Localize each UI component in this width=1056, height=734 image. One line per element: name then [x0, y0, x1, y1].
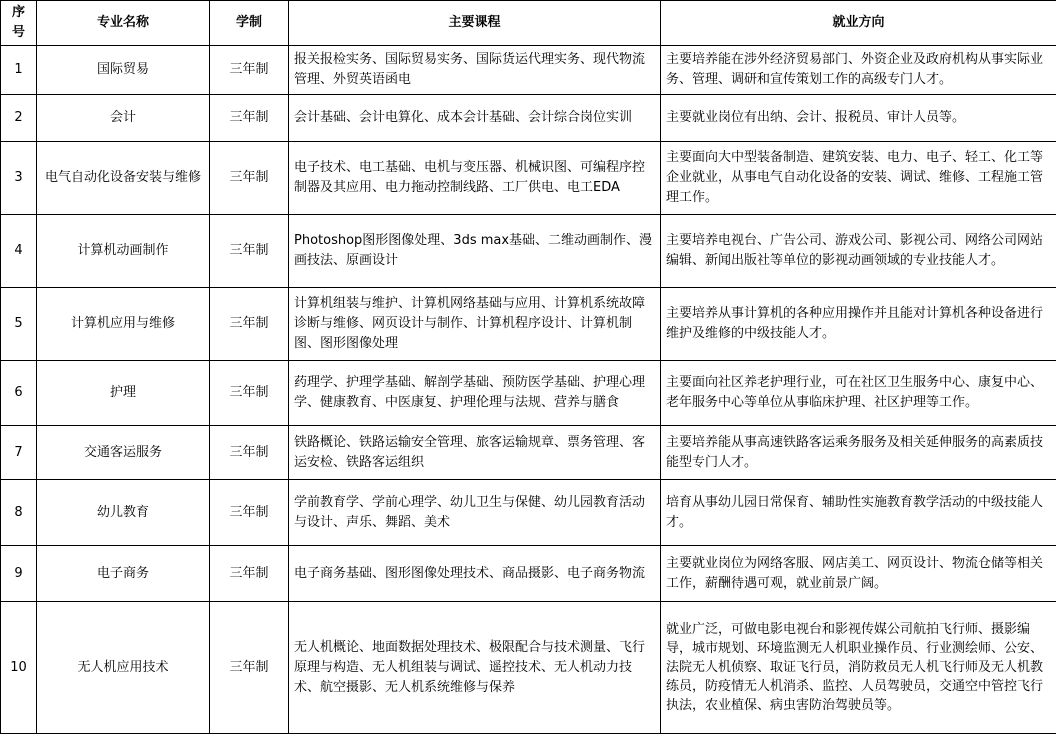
career-direction: 主要培养电视台、广告公司、游戏公司、影视公司、网络公司网站编辑、新闻出版社等单位的影视动画领域的专业技能人才。: [661, 215, 1056, 288]
header-courses: 主要课程: [289, 1, 661, 46]
major-name: 护理: [37, 361, 210, 426]
main-courses: 计算机组装与维护、计算机网络基础与应用、计算机系统故障诊断与维修、网页设计与制作、计算机程序设计、计算机制图、图形图像处理: [289, 288, 661, 361]
table-row: [1, 288, 1056, 361]
career-direction: 主要面向社区养老护理行业，可在社区卫生服务中心、康复中心、老年服务中心等单位从事临床护理、社区护理等工作。: [661, 361, 1056, 426]
main-courses: 会计基础、会计电算化、成本会计基础、会计综合岗位实训: [289, 95, 661, 142]
career-direction: 就业广泛，可做电影电视台和影视传媒公司航拍飞行师、摄影编导，城市规划、环境监测无人机职业操作员、行业测绘师、公安、法院无人机侦察、取证飞行员，消防救员无人机飞行师及无人机教练员，防疫情无人机消杀、监控、人员驾驶员，交通空中管控飞行执法，农业植保、病虫害防治驾驶员等。: [661, 602, 1056, 734]
career-direction: 主要培养能从事高速铁路客运乘务服务及相关延伸服务的高素质技能型专门人才。: [661, 426, 1056, 480]
row-no: 4: [1, 215, 37, 288]
major-name: 交通客运服务: [37, 426, 210, 480]
main-courses: 铁路概论、铁路运输安全管理、旅客运输规章、票务管理、客运安检、铁路客运组织: [289, 426, 661, 480]
table-row: [1, 426, 1056, 480]
row-no: 9: [1, 546, 37, 602]
career-direction: 培育从事幼儿园日常保育、辅助性实施教育教学活动的中级技能人才。: [661, 480, 1056, 546]
header-name: 专业名称: [37, 1, 210, 46]
major-name: 计算机动画制作: [37, 215, 210, 288]
main-courses: 学前教育学、学前心理学、幼儿卫生与保健、幼儿园教育活动与设计、声乐、舞蹈、美术: [289, 480, 661, 546]
main-courses: 报关报检实务、国际贸易实务、国际货运代理实务、现代物流管理、外贸英语函电: [289, 46, 661, 95]
duration: 三年制: [210, 46, 289, 95]
duration: 三年制: [210, 142, 289, 215]
duration: 三年制: [210, 95, 289, 142]
header-careers: 就业方向: [661, 1, 1056, 46]
duration: 三年制: [210, 215, 289, 288]
major-name: 计算机应用与维修: [37, 288, 210, 361]
header-row: [1, 1, 1056, 46]
duration: 三年制: [210, 361, 289, 426]
table-row: [1, 480, 1056, 546]
row-no: 6: [1, 361, 37, 426]
row-no: 5: [1, 288, 37, 361]
main-courses: Photoshop图形图像处理、3ds max基础、二维动画制作、漫画技法、原画设计: [289, 215, 661, 288]
row-no: 7: [1, 426, 37, 480]
major-name: 国际贸易: [37, 46, 210, 95]
career-direction: 主要培养能在涉外经济贸易部门、外资企业及政府机构从事实际业务、管理、调研和宣传策划工作的高级专门人才。: [661, 46, 1056, 95]
career-direction: 主要培养从事计算机的各种应用操作并且能对计算机各种设备进行维护及维修的中级技能人才。: [661, 288, 1056, 361]
major-name: 会计: [37, 95, 210, 142]
duration: 三年制: [210, 480, 289, 546]
table-row: [1, 215, 1056, 288]
career-direction: 主要面向大中型装备制造、建筑安装、电力、电子、轻工、化工等企业就业，从事电气自动化设备的安装、调试、维修、工程施工管理工作。: [661, 142, 1056, 215]
duration: 三年制: [210, 546, 289, 602]
major-name: 电气自动化设备安装与维修: [37, 142, 210, 215]
career-direction: 主要就业岗位有出纳、会计、报税员、审计人员等。: [661, 95, 1056, 142]
row-no: 2: [1, 95, 37, 142]
table-row: [1, 602, 1056, 734]
header-no: 序号: [1, 1, 37, 46]
table-row: [1, 546, 1056, 602]
table-row: [1, 95, 1056, 142]
main-courses: 无人机概论、地面数据处理技术、极限配合与技术测量、飞行原理与构造、无人机组装与调试、遥控技术、无人机动力技术、航空摄影、无人机系统维修与保养: [289, 602, 661, 734]
major-name: 幼儿教育: [37, 480, 210, 546]
main-courses: 药理学、护理学基础、解剖学基础、预防医学基础、护理心理学、健康教育、中医康复、护理伦理与法规、营养与膳食: [289, 361, 661, 426]
row-no: 8: [1, 480, 37, 546]
main-courses: 电子技术、电工基础、电机与变压器、机械识图、可编程序控制器及其应用、电力拖动控制线路、工厂供电、电工EDA: [289, 142, 661, 215]
row-no: 3: [1, 142, 37, 215]
duration: 三年制: [210, 426, 289, 480]
table-row: [1, 46, 1056, 95]
major-name: 无人机应用技术: [37, 602, 210, 734]
main-courses: 电子商务基础、图形图像处理技术、商品摄影、电子商务物流: [289, 546, 661, 602]
duration: 三年制: [210, 288, 289, 361]
duration: 三年制: [210, 602, 289, 734]
table-row: [1, 361, 1056, 426]
header-duration: 学制: [210, 1, 289, 46]
major-name: 电子商务: [37, 546, 210, 602]
table-row: [1, 142, 1056, 215]
row-no: 1: [1, 46, 37, 95]
row-no: 10: [1, 602, 37, 734]
career-direction: 主要就业岗位为网络客服、网店美工、网页设计、物流仓储等相关工作，薪酬待遇可观，就业前景广阔。: [661, 546, 1056, 602]
